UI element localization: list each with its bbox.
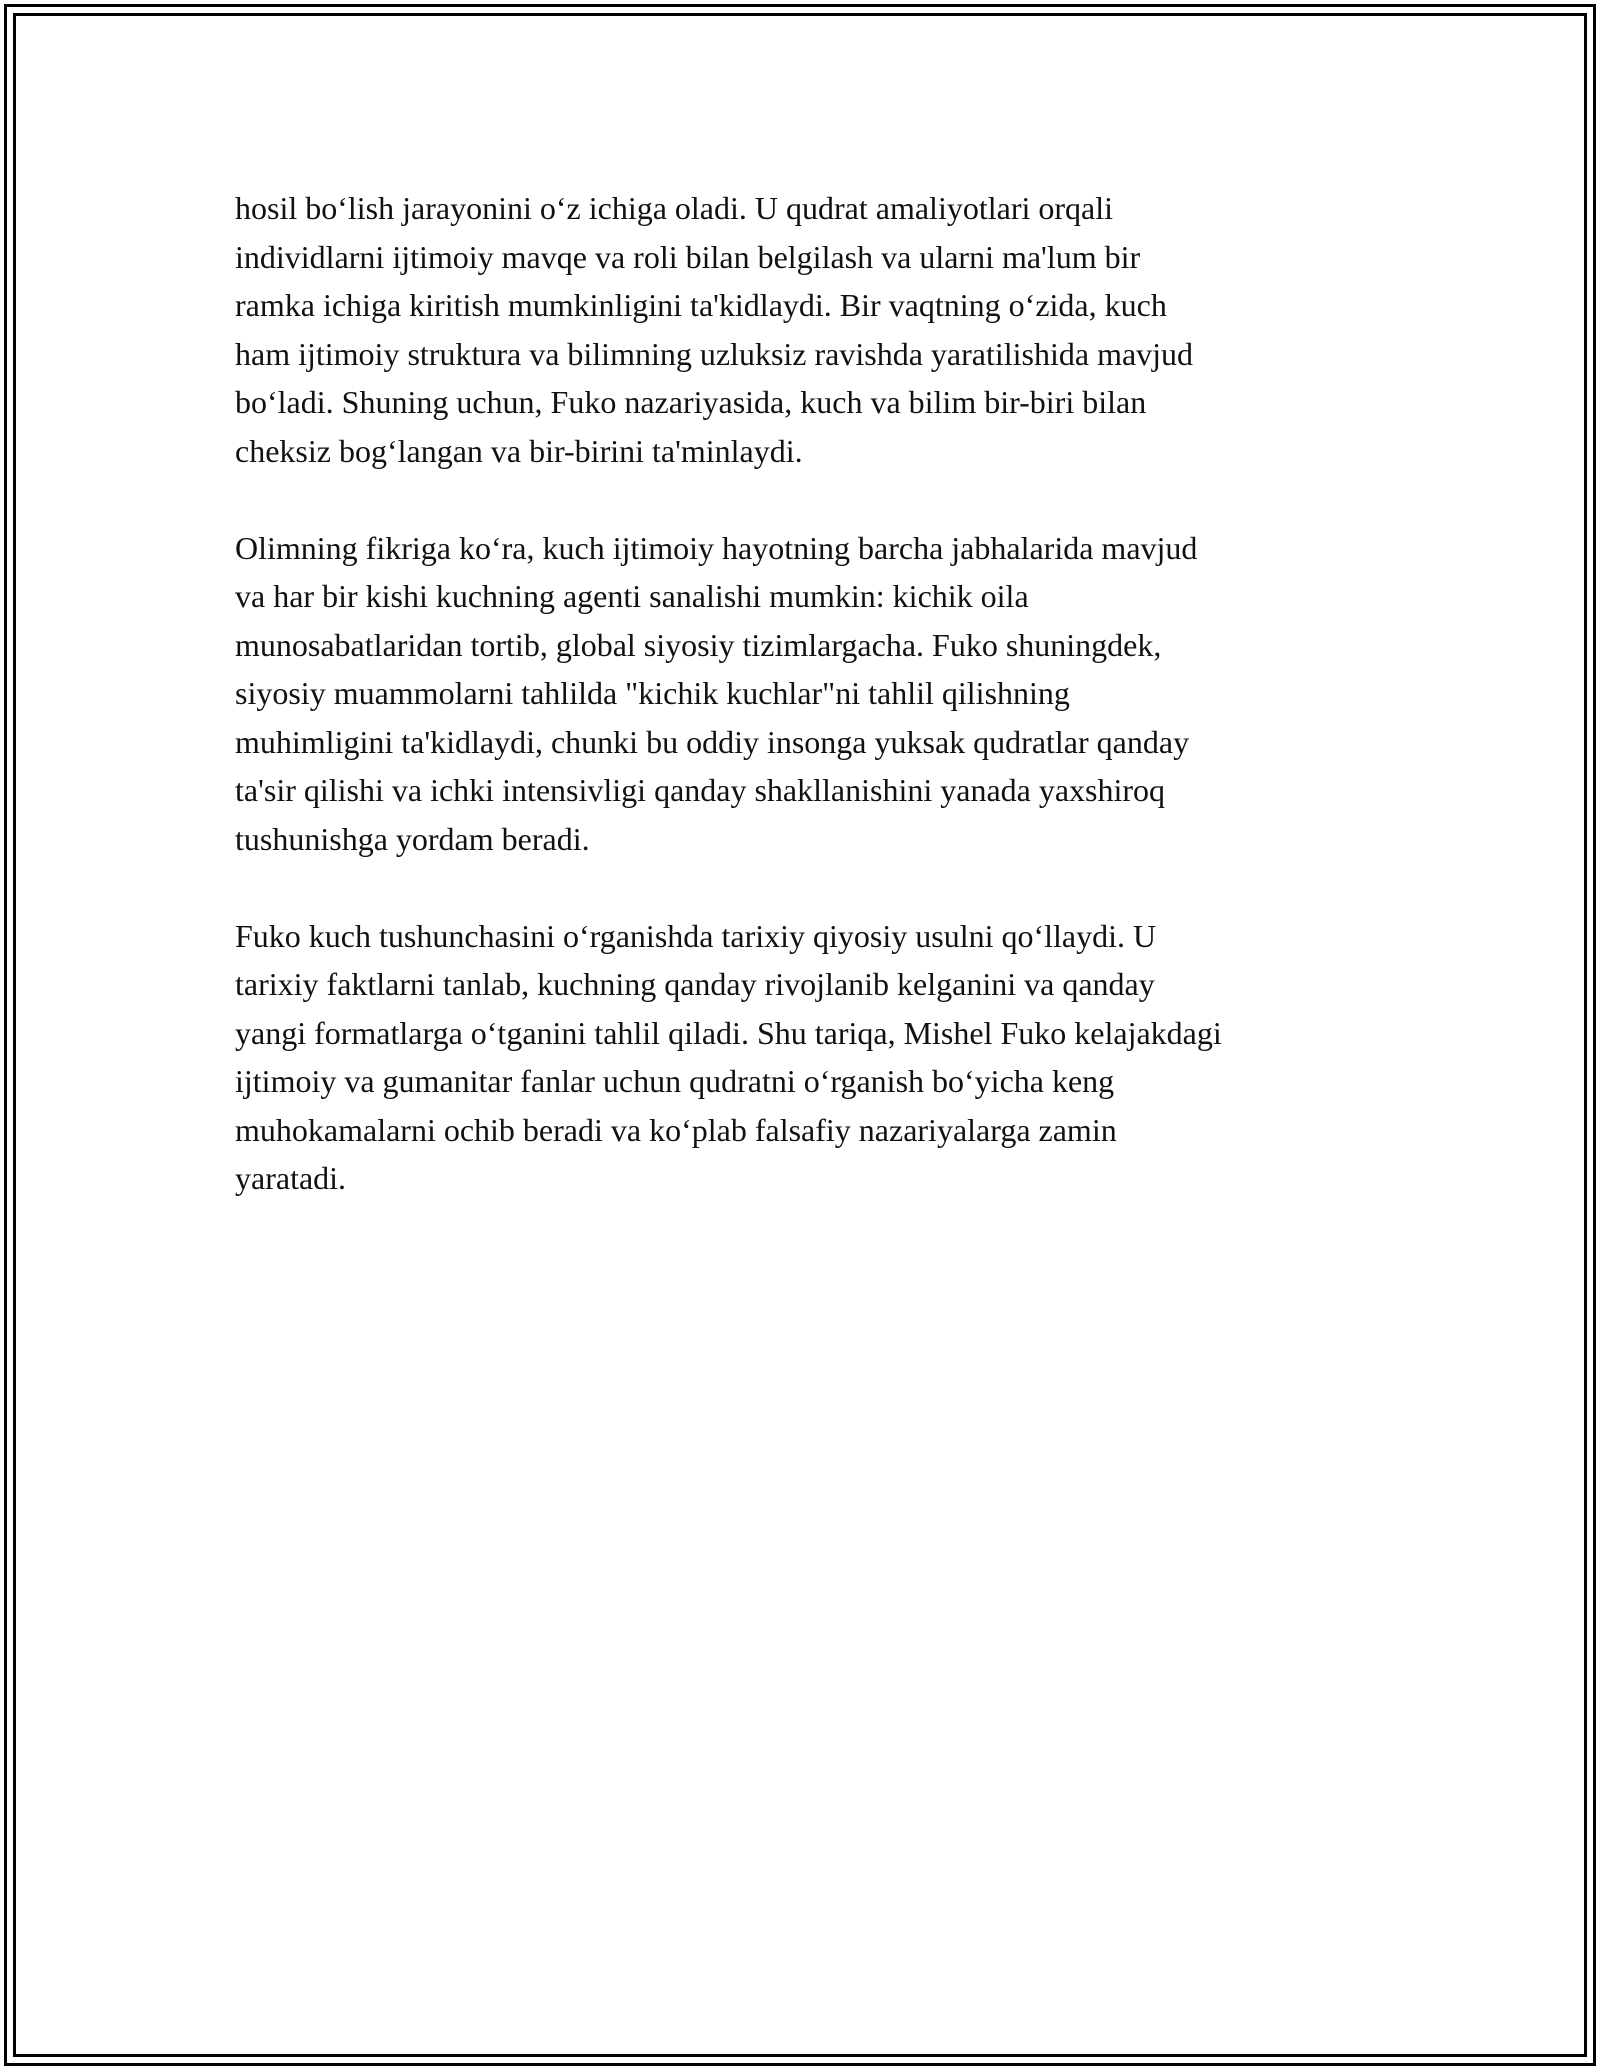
text-line: yangi formatlarga oʻtganini tahlil qiladi. Shu tariqa, Mishel Fuko kelajakdagi: [235, 1014, 1222, 1051]
text-line: ta'sir qilishi va ichki intensivligi qanday shakllanishini yanada yaxshiroq: [235, 772, 1166, 808]
text-line: Fuko kuch tushunchasini oʻrganishda tarixiy qiyosiy usulni qoʻllaydi. U: [235, 917, 1157, 954]
paragraph-1: [235, 184, 1395, 475]
text-line: siyosiy muammolarni tahlilda "kichik kuchlar"ni tahlil qilishning: [235, 675, 1070, 711]
text-line: muhimligini ta'kidlaydi, chunki bu oddiy insonga yuksak qudratlar qanday: [235, 723, 1190, 760]
text-line: Olimning fikriga koʻra, kuch ijtimoiy hayotning barcha jabhalarida mavjud: [235, 529, 1198, 566]
text-line: ramka ichiga kiritish mumkinligini ta'kidlaydi. Bir vaqtning oʻzida, kuch: [235, 287, 1167, 323]
text-line: cheksiz bogʻlangan va bir-birini ta'minlaydi.: [235, 432, 803, 469]
paragraph-3: [235, 912, 1395, 1203]
text-line: hosil boʻlish jarayonini oʻz ichiga oladi. U qudrat amaliyotlari orqali: [235, 190, 1113, 226]
text-line: tushunishga yordam beradi.: [235, 820, 590, 857]
text-line: tarixiy faktlarni tanlab, kuchning qanday rivojlanib kelganini va qanday: [235, 966, 1155, 1002]
paragraph-2: [235, 524, 1395, 864]
text-line: va har bir kishi kuchning agenti sanalishi mumkin: kichik oila: [235, 578, 1029, 614]
text-line: munosabatlaridan tortib, global siyosiy tizimlargacha. Fuko shuningdek,: [235, 626, 1162, 663]
text-line: yaratadi.: [235, 1160, 347, 1196]
text-line: ham ijtimoiy struktura va bilimning uzluksiz ravishda yaratilishida mavjud: [235, 335, 1194, 372]
text-line: boʻladi. Shuning uchun, Fuko nazariyasida, kuch va bilim bir-biri bilan: [235, 384, 1147, 420]
document-body: [235, 184, 1395, 1251]
text-line: muhokamalarni ochib beradi va koʻplab falsafiy nazariyalarga zamin: [235, 1111, 1117, 1148]
text-line: individlarni ijtimoiy mavqe va roli bilan belgilash va ularni ma'lum bir: [235, 238, 1141, 275]
text-line: ijtimoiy va gumanitar fanlar uchun qudratni oʻrganish boʻyicha keng: [235, 1063, 1115, 1099]
